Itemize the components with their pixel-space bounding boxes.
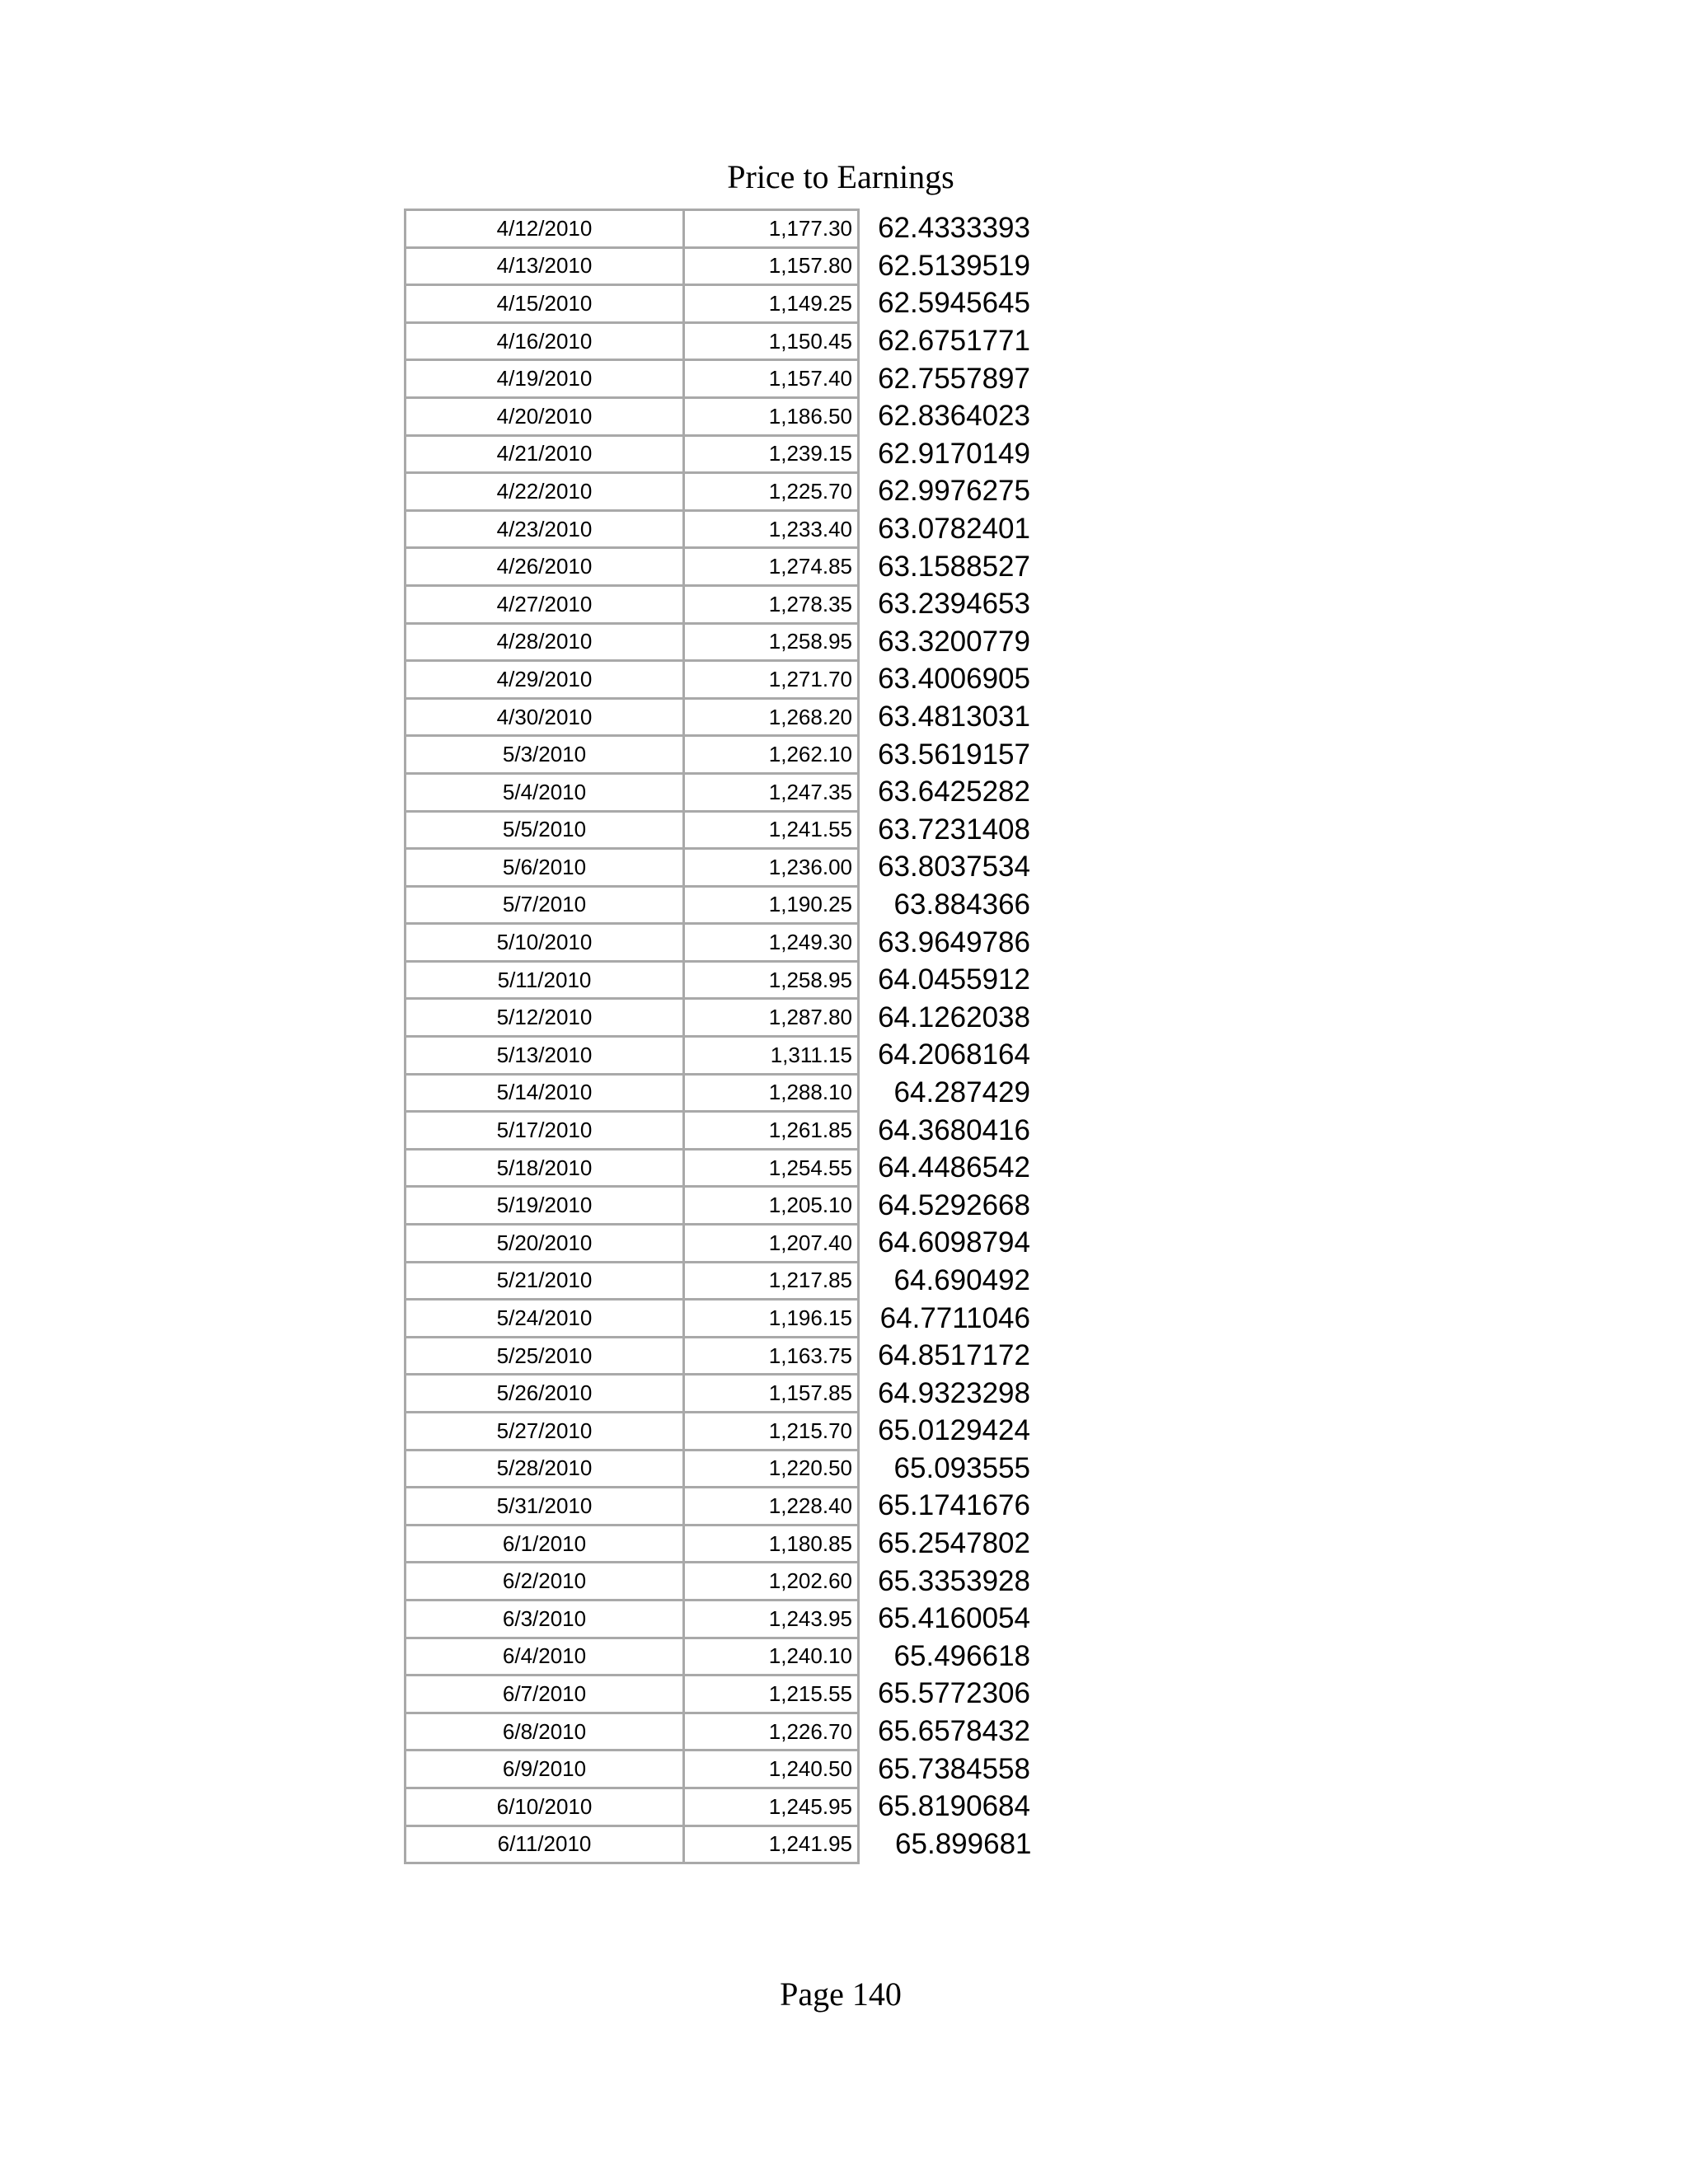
price-cell: 1,249.30: [684, 924, 859, 962]
price-cell: 1,215.55: [684, 1675, 859, 1713]
price-cell: 1,225.70: [684, 473, 859, 511]
date-cell: 6/8/2010: [406, 1713, 684, 1750]
pe-ratio-cell: 65.3353928: [878, 1564, 1030, 1597]
date-cell: 5/26/2010: [406, 1375, 684, 1413]
price-cell: 1,190.25: [684, 886, 859, 924]
date-cell: 4/27/2010: [406, 585, 684, 623]
table-row: [406, 1300, 1032, 1338]
pe-ratio-cell: 63.3200779: [878, 625, 1030, 658]
pe-ratio-cell: 64.0455912: [878, 963, 1030, 996]
table-row: [406, 1074, 1032, 1112]
table-row: [406, 773, 1032, 811]
date-cell: 6/9/2010: [406, 1750, 684, 1788]
price-cell: 1,288.10: [684, 1074, 859, 1112]
price-cell: 1,233.40: [684, 510, 859, 548]
date-cell: 4/30/2010: [406, 698, 684, 736]
pe-ratio-cell: 65.5772306: [878, 1677, 1030, 1710]
price-cell: 1,254.55: [684, 1149, 859, 1187]
price-cell: 1,217.85: [684, 1262, 859, 1300]
table-row: [406, 360, 1032, 398]
price-cell: 1,220.50: [684, 1450, 859, 1488]
price-cell: 1,258.95: [684, 623, 859, 661]
pe-ratio-cell: 63.6425282: [878, 776, 1030, 808]
price-cell: 1,261.85: [684, 1112, 859, 1150]
table-row: [406, 811, 1032, 849]
date-cell: 4/16/2010: [406, 322, 684, 360]
price-cell: 1,258.95: [684, 961, 859, 999]
date-cell: 5/4/2010: [406, 773, 684, 811]
pe-ratio-cell: 63.9649786: [878, 926, 1030, 958]
table-row: [406, 473, 1032, 511]
table-row: [406, 661, 1032, 699]
date-cell: 4/12/2010: [406, 210, 684, 248]
date-cell: 4/15/2010: [406, 285, 684, 323]
price-cell: 1,262.10: [684, 736, 859, 774]
pe-ratio-cell: 63.1588527: [878, 550, 1030, 583]
pe-ratio-cell: 65.7384558: [878, 1752, 1030, 1785]
date-cell: 5/3/2010: [406, 736, 684, 774]
table-row: [406, 1149, 1032, 1187]
table-row: [406, 585, 1032, 623]
pe-ratio-cell: 62.9170149: [878, 437, 1030, 470]
pe-ratio-cell: 65.1741676: [878, 1489, 1030, 1522]
price-cell: 1,177.30: [684, 210, 859, 248]
price-cell: 1,202.60: [684, 1563, 859, 1601]
date-cell: 4/13/2010: [406, 247, 684, 285]
date-cell: 5/24/2010: [406, 1300, 684, 1338]
pe-ratio-cell: 65.899681: [895, 1827, 1032, 1860]
price-cell: 1,149.25: [684, 285, 859, 323]
pe-ratio-cell: 63.884366: [893, 888, 1030, 921]
price-cell: 1,205.10: [684, 1187, 859, 1225]
date-cell: 4/22/2010: [406, 473, 684, 511]
table-row: [406, 285, 1032, 323]
date-cell: 5/27/2010: [406, 1413, 684, 1451]
price-cell: 1,287.80: [684, 999, 859, 1037]
date-cell: 6/4/2010: [406, 1638, 684, 1675]
table-row: [406, 1563, 1032, 1601]
table-row: [406, 1187, 1032, 1225]
date-cell: 4/23/2010: [406, 510, 684, 548]
price-cell: 1,278.35: [684, 585, 859, 623]
date-cell: 5/18/2010: [406, 1149, 684, 1187]
table-row: [406, 322, 1032, 360]
date-cell: 6/2/2010: [406, 1563, 684, 1601]
pe-ratio-cell: 65.093555: [893, 1451, 1030, 1484]
table-row: [406, 435, 1032, 473]
table-row: [406, 1525, 1032, 1563]
date-cell: 5/20/2010: [406, 1225, 684, 1263]
date-cell: 4/29/2010: [406, 661, 684, 699]
price-cell: 1,240.10: [684, 1638, 859, 1675]
table-row: [406, 961, 1032, 999]
date-cell: 5/13/2010: [406, 1037, 684, 1075]
pe-ratio-cell: 62.8364023: [878, 400, 1030, 433]
table-row: [406, 1337, 1032, 1375]
price-cell: 1,239.15: [684, 435, 859, 473]
pe-ratio-cell: 63.4006905: [878, 663, 1030, 696]
table-row: [406, 1638, 1032, 1675]
pe-ratio-cell: 65.2547802: [878, 1527, 1030, 1560]
table-row: [406, 510, 1032, 548]
date-cell: 4/21/2010: [406, 435, 684, 473]
table-row: [406, 849, 1032, 887]
table-row: [406, 1450, 1032, 1488]
date-cell: 5/6/2010: [406, 849, 684, 887]
price-cell: 1,274.85: [684, 548, 859, 586]
table-row: [406, 1262, 1032, 1300]
pe-ratio-cell: 64.6098794: [878, 1226, 1030, 1259]
page-number: Page 140: [780, 1975, 902, 2013]
date-cell: 5/11/2010: [406, 961, 684, 999]
date-cell: 6/7/2010: [406, 1675, 684, 1713]
date-cell: 6/1/2010: [406, 1525, 684, 1563]
price-cell: 1,157.80: [684, 247, 859, 285]
pe-ratio-cell: 65.4160054: [878, 1602, 1030, 1635]
pe-table-container: [404, 209, 1033, 1864]
pe-ratio-cell: 63.8037534: [878, 851, 1030, 883]
date-cell: 5/25/2010: [406, 1337, 684, 1375]
pe-ratio-cell: 63.7231408: [878, 813, 1030, 846]
pe-ratio-cell: 63.2394653: [878, 588, 1030, 621]
table-row: [406, 397, 1032, 435]
price-cell: 1,271.70: [684, 661, 859, 699]
price-cell: 1,180.85: [684, 1525, 859, 1563]
price-cell: 1,241.95: [684, 1825, 859, 1863]
pe-ratio-cell: 63.5619157: [878, 738, 1030, 771]
date-cell: 5/10/2010: [406, 924, 684, 962]
date-cell: 4/26/2010: [406, 548, 684, 586]
pe-ratio-cell: 63.0782401: [878, 513, 1030, 546]
pe-ratio-cell: 64.7711046: [879, 1301, 1030, 1334]
date-cell: 4/20/2010: [406, 397, 684, 435]
price-cell: 1,207.40: [684, 1225, 859, 1263]
table-row: [406, 1413, 1032, 1451]
price-cell: 1,157.40: [684, 360, 859, 398]
date-cell: 6/3/2010: [406, 1600, 684, 1638]
price-cell: 1,243.95: [684, 1600, 859, 1638]
pe-ratio-cell: 65.496618: [893, 1639, 1030, 1672]
date-cell: 5/7/2010: [406, 886, 684, 924]
price-cell: 1,247.35: [684, 773, 859, 811]
pe-ratio-cell: 62.6751771: [878, 325, 1030, 358]
price-cell: 1,240.50: [684, 1750, 859, 1788]
price-cell: 1,268.20: [684, 698, 859, 736]
price-cell: 1,150.45: [684, 322, 859, 360]
price-cell: 1,226.70: [684, 1713, 859, 1750]
table-row: [406, 1750, 1032, 1788]
pe-ratio-cell: 62.4333393: [878, 212, 1030, 245]
pe-ratio-cell: 64.3680416: [878, 1113, 1030, 1146]
table-row: [406, 623, 1032, 661]
table-row: [406, 999, 1032, 1037]
table-row: [406, 210, 1032, 248]
pe-ratio-cell: 64.287429: [893, 1076, 1030, 1108]
date-cell: 5/28/2010: [406, 1450, 684, 1488]
date-cell: 6/10/2010: [406, 1788, 684, 1825]
table-row: [406, 736, 1032, 774]
pe-ratio-cell: 62.9976275: [878, 475, 1030, 508]
date-cell: 6/11/2010: [406, 1825, 684, 1863]
price-cell: 1,241.55: [684, 811, 859, 849]
table-row: [406, 924, 1032, 962]
table-row: [406, 1488, 1032, 1526]
pe-ratio-cell: 65.8190684: [878, 1790, 1030, 1823]
date-cell: 5/21/2010: [406, 1262, 684, 1300]
pe-ratio-cell: 64.2068164: [878, 1038, 1030, 1071]
table-row: [406, 1713, 1032, 1750]
date-cell: 4/19/2010: [406, 360, 684, 398]
pe-ratio-cell: 64.690492: [893, 1263, 1030, 1296]
table-row: [406, 247, 1032, 285]
table-row: [406, 548, 1032, 586]
price-cell: 1,186.50: [684, 397, 859, 435]
table-row: [406, 1375, 1032, 1413]
pe-ratio-cell: 64.5292668: [878, 1188, 1030, 1221]
date-cell: 5/5/2010: [406, 811, 684, 849]
pe-ratio-cell: 62.5945645: [878, 287, 1030, 320]
table-row: [406, 1225, 1032, 1263]
pe-ratio-cell: 65.0129424: [878, 1414, 1030, 1447]
pe-ratio-cell: 63.4813031: [878, 701, 1030, 733]
table-row: [406, 1600, 1032, 1638]
price-cell: 1,311.15: [684, 1037, 859, 1075]
pe-table-body: [406, 210, 1032, 1863]
pe-ratio-cell: 65.6578432: [878, 1715, 1030, 1748]
date-cell: 5/12/2010: [406, 999, 684, 1037]
price-cell: 1,196.15: [684, 1300, 859, 1338]
price-cell: 1,163.75: [684, 1337, 859, 1375]
price-cell: 1,228.40: [684, 1488, 859, 1526]
date-cell: 5/19/2010: [406, 1187, 684, 1225]
pe-ratio-cell: 64.8517172: [878, 1339, 1030, 1372]
price-cell: 1,215.70: [684, 1413, 859, 1451]
pe-ratio-cell: 64.1262038: [878, 1001, 1030, 1033]
pe-table: [404, 209, 1033, 1864]
table-row: [406, 1788, 1032, 1825]
page-title: Price to Earnings: [727, 158, 954, 195]
table-row: [406, 1037, 1032, 1075]
price-cell: 1,157.85: [684, 1375, 859, 1413]
pe-ratio-cell: 62.5139519: [878, 249, 1030, 282]
price-cell: 1,236.00: [684, 849, 859, 887]
table-row: [406, 1675, 1032, 1713]
pe-ratio-cell: 64.4486542: [878, 1151, 1030, 1184]
pe-ratio-cell: 64.9323298: [878, 1376, 1030, 1409]
pe-ratio-cell: 62.7557897: [878, 362, 1030, 395]
date-cell: 4/28/2010: [406, 623, 684, 661]
table-row: [406, 698, 1032, 736]
date-cell: 5/17/2010: [406, 1112, 684, 1150]
date-cell: 5/14/2010: [406, 1074, 684, 1112]
table-row: [406, 886, 1032, 924]
price-cell: 1,245.95: [684, 1788, 859, 1825]
table-row: [406, 1825, 1032, 1863]
table-row: [406, 1112, 1032, 1150]
date-cell: 5/31/2010: [406, 1488, 684, 1526]
